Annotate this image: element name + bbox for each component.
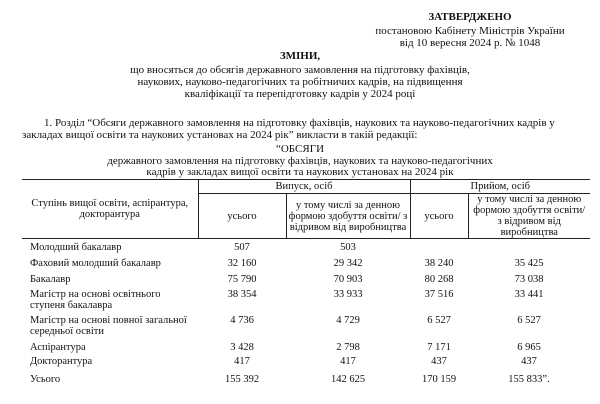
release-total: 3 428 [230, 341, 254, 353]
header-release-fulltime: у тому числі за денною формою здобуття освіти/ з відривом від виробництва [286, 194, 410, 239]
document-subtitle-3: кваліфікації та перепідготовку кадрів у 2024 році [184, 88, 416, 100]
header-release-total: усього [198, 194, 286, 239]
header-admission-total: усього [410, 194, 468, 239]
row-label: Усього [30, 373, 61, 385]
admission-fulltime: 35 425 [514, 257, 544, 269]
header-admission-group: Прийом, осіб [410, 180, 590, 194]
table-row [22, 287, 590, 313]
release-total: 417 [234, 355, 250, 367]
table-total-row [22, 369, 590, 387]
admission-fulltime: 6 527 [517, 314, 541, 326]
table-row [22, 255, 590, 271]
release-fulltime: 417 [340, 355, 356, 367]
release-fulltime: 33 933 [333, 288, 363, 300]
release-fulltime: 70 903 [333, 273, 363, 285]
row-label: Докторантура [30, 355, 93, 367]
release-total: 507 [234, 242, 250, 253]
release-fulltime: 29 342 [333, 257, 363, 269]
paragraph-line-1: 1. Розділ “Обсяги державного замовлення на підготовку фахівців, наукових та науково-педагогічних кадрів у [44, 117, 555, 129]
paragraph-line-2: закладах вищої освіти та наукових установах на 2024 рік” викласти в такій редакції: [22, 129, 418, 141]
admission-total: 6 527 [427, 314, 451, 326]
release-total: 32 160 [227, 257, 257, 269]
header-admission-fulltime: у тому числі за денною формою здобуття освіти/ з відривом від виробництва [468, 194, 590, 239]
row-label: Фаховий молодший бакалавр [30, 257, 161, 269]
admission-total: 38 240 [424, 257, 454, 269]
admission-fulltime [468, 239, 590, 255]
row-label: Молодший бакалавр [30, 242, 122, 253]
release-fulltime: 2 798 [336, 341, 360, 353]
release-total: 155 392 [224, 373, 260, 385]
volumes-table [22, 179, 590, 387]
table-row [22, 339, 590, 355]
row-label: Бакалавр [30, 273, 71, 285]
quoted-subtitle-2: кадрів у закладах вищої освіти та наукових установах на 2024 рік [146, 166, 454, 178]
document-subtitle-1: що вносяться до обсягів державного замовлення на підготовку фахівців, [130, 64, 470, 76]
document-subtitle-2: наукових, науково-педагогічних та робітничих кадрів, на підвищення [137, 76, 463, 88]
document-title: ЗМІНИ, [279, 50, 321, 62]
row-label: Магістр на основі освітнього ступеня бакалавра [30, 288, 161, 311]
admission-fulltime: 73 038 [514, 273, 544, 285]
admission-total [410, 239, 468, 255]
row-label: Аспірантура [30, 341, 86, 353]
approval-line-1: постановою Кабінету Міністрів України [375, 25, 565, 37]
release-total: 4 736 [230, 314, 254, 326]
release-total: 38 354 [227, 288, 257, 300]
admission-total: 170 159 [421, 373, 457, 385]
release-total: 75 790 [227, 273, 257, 285]
admission-total: 37 516 [424, 288, 454, 300]
release-fulltime: 4 729 [336, 314, 360, 326]
header-release-group: Випуск, осіб [198, 180, 410, 194]
admission-fulltime: 6 965 [517, 341, 541, 353]
admission-fulltime: 33 441 [514, 288, 544, 300]
quoted-title: “ОБСЯГИ [275, 143, 325, 155]
release-fulltime: 142 625 [330, 373, 366, 385]
table-row [22, 313, 590, 339]
table-row [22, 271, 590, 287]
admission-fulltime: 437 [521, 355, 537, 367]
table-row [22, 239, 590, 255]
admission-fulltime: 155 833”. [508, 373, 550, 385]
approval-line-2: від 10 вересня 2024 р. № 1048 [399, 37, 541, 49]
table-row [22, 355, 590, 369]
admission-total: 7 171 [427, 341, 451, 353]
row-label: Магістр на основі повної загальної середньої освіти [30, 314, 187, 337]
header-level: Ступінь вищої освіти, аспірантура, докторантура [22, 180, 198, 239]
release-fulltime: 503 [340, 242, 356, 253]
approval-heading: ЗАТВЕРДЖЕНО [428, 11, 512, 23]
admission-total: 437 [431, 355, 447, 367]
admission-total: 80 268 [424, 273, 454, 285]
quoted-subtitle-1: державного замовлення на підготовку фахівців, наукових та науково-педагогічних [107, 155, 493, 167]
